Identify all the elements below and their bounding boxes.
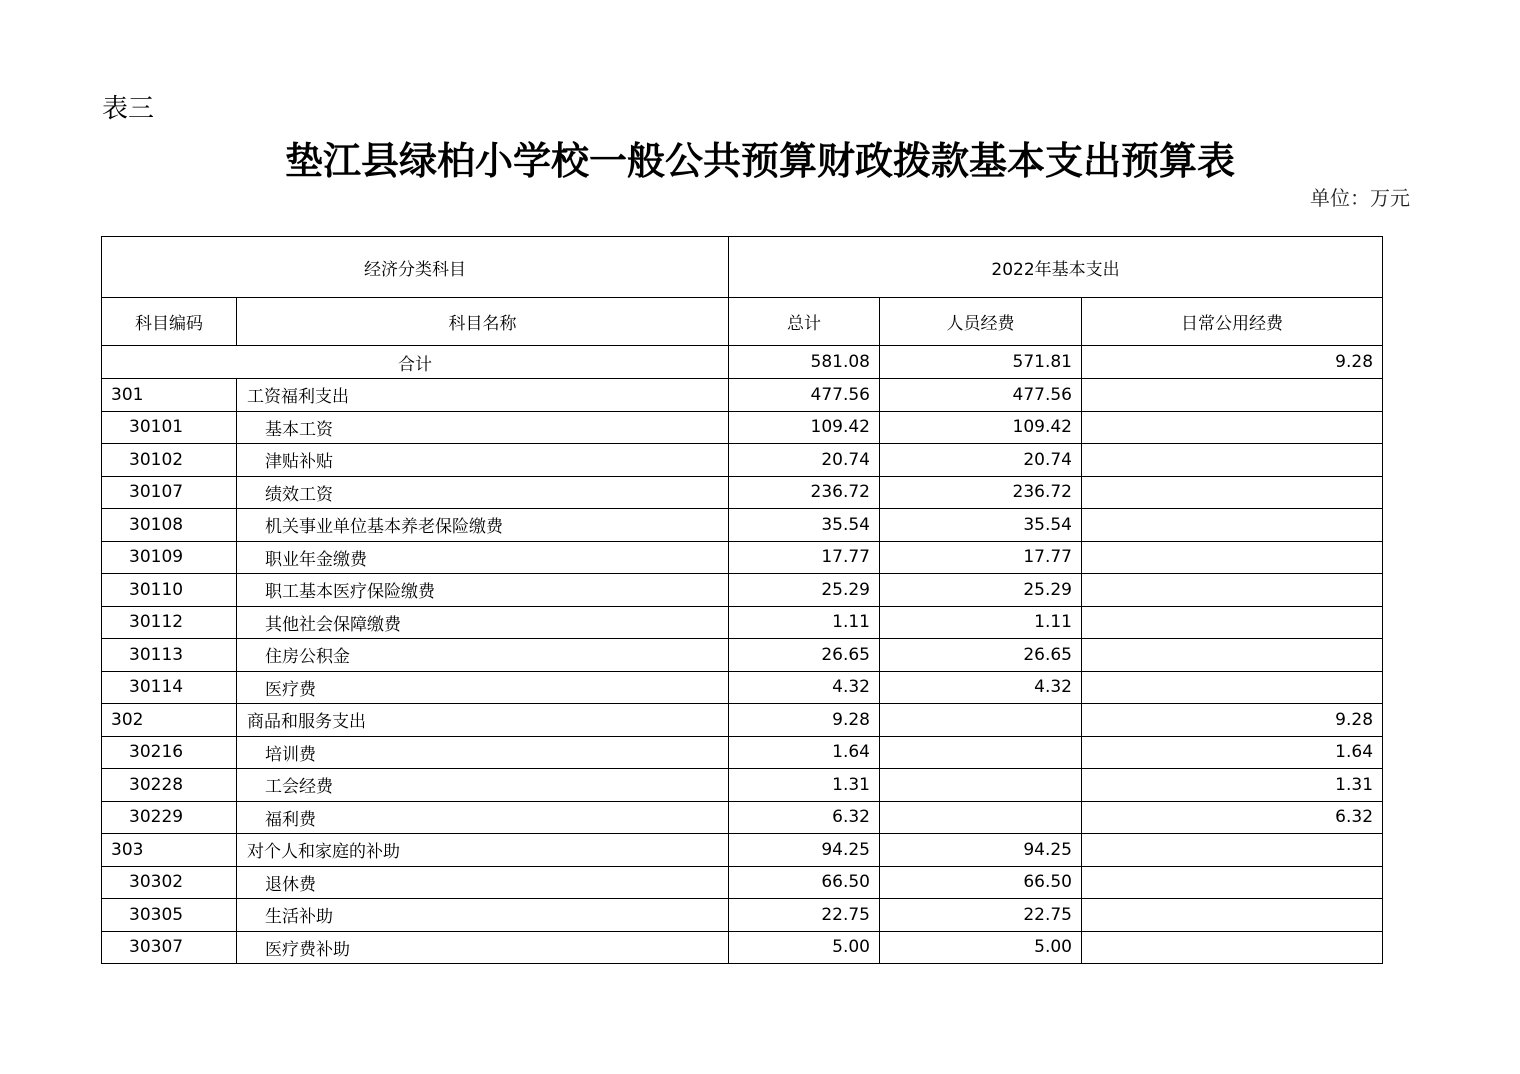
table-row bbox=[102, 866, 1383, 899]
cell-total: 26.65 bbox=[729, 639, 880, 672]
table-row bbox=[102, 801, 1383, 834]
cell-name: 住房公积金 bbox=[237, 639, 729, 672]
cell-public bbox=[1082, 411, 1383, 444]
cell-code: 30113 bbox=[102, 639, 237, 672]
cell-public bbox=[1082, 476, 1383, 509]
cell-total: 66.50 bbox=[729, 866, 880, 899]
cell-personnel: 26.65 bbox=[880, 639, 1082, 672]
table-row bbox=[102, 671, 1383, 704]
cell-name: 工会经费 bbox=[237, 769, 729, 802]
table-row bbox=[102, 541, 1383, 574]
cell-total: 94.25 bbox=[729, 834, 880, 867]
header-public: 日常公用经费 bbox=[1082, 298, 1383, 346]
table-label: 表三 bbox=[102, 94, 155, 124]
column-header-row bbox=[102, 298, 1383, 346]
cell-code: 30109 bbox=[102, 541, 237, 574]
cell-name: 培训费 bbox=[237, 736, 729, 769]
cell-total: 35.54 bbox=[729, 509, 880, 542]
table-row bbox=[102, 834, 1383, 867]
header-code: 科目编码 bbox=[102, 298, 237, 346]
cell-personnel: 94.25 bbox=[880, 834, 1082, 867]
cell-public bbox=[1082, 379, 1383, 412]
table-row bbox=[102, 704, 1383, 737]
cell-public: 1.64 bbox=[1082, 736, 1383, 769]
cell-public bbox=[1082, 834, 1383, 867]
cell-personnel: 25.29 bbox=[880, 574, 1082, 607]
cell-public bbox=[1082, 899, 1383, 932]
cell-total: 1.64 bbox=[729, 736, 880, 769]
unit-label: 单位：万元 bbox=[1310, 186, 1410, 210]
cell-total: 5.00 bbox=[729, 931, 880, 964]
cell-public: 6.32 bbox=[1082, 801, 1383, 834]
cell-name: 绩效工资 bbox=[237, 476, 729, 509]
cell-personnel: 1.11 bbox=[880, 606, 1082, 639]
cell-total: 1.11 bbox=[729, 606, 880, 639]
cell-name: 商品和服务支出 bbox=[237, 704, 729, 737]
cell-public bbox=[1082, 671, 1383, 704]
cell-code: 30229 bbox=[102, 801, 237, 834]
cell-public: 1.31 bbox=[1082, 769, 1383, 802]
cell-name: 医疗费补助 bbox=[237, 931, 729, 964]
total-cell-public: 9.28 bbox=[1082, 346, 1383, 379]
cell-personnel: 22.75 bbox=[880, 899, 1082, 932]
cell-personnel: 66.50 bbox=[880, 866, 1082, 899]
cell-personnel: 35.54 bbox=[880, 509, 1082, 542]
table-row bbox=[102, 379, 1383, 412]
cell-total: 9.28 bbox=[729, 704, 880, 737]
table-row bbox=[102, 574, 1383, 607]
cell-public bbox=[1082, 866, 1383, 899]
cell-code: 30102 bbox=[102, 444, 237, 477]
budget-table bbox=[101, 236, 1383, 964]
cell-total: 109.42 bbox=[729, 411, 880, 444]
cell-code: 30114 bbox=[102, 671, 237, 704]
cell-public: 9.28 bbox=[1082, 704, 1383, 737]
cell-code: 302 bbox=[102, 704, 237, 737]
cell-code: 30302 bbox=[102, 866, 237, 899]
cell-name: 其他社会保障缴费 bbox=[237, 606, 729, 639]
cell-total: 477.56 bbox=[729, 379, 880, 412]
cell-name: 基本工资 bbox=[237, 411, 729, 444]
cell-total: 22.75 bbox=[729, 899, 880, 932]
table-row bbox=[102, 411, 1383, 444]
cell-public bbox=[1082, 541, 1383, 574]
table-row bbox=[102, 899, 1383, 932]
total-cell-total: 581.08 bbox=[729, 346, 880, 379]
cell-personnel: 236.72 bbox=[880, 476, 1082, 509]
table-row bbox=[102, 931, 1383, 964]
cell-code: 30216 bbox=[102, 736, 237, 769]
cell-personnel: 20.74 bbox=[880, 444, 1082, 477]
total-row bbox=[102, 346, 1383, 379]
cell-personnel bbox=[880, 704, 1082, 737]
table-row bbox=[102, 639, 1383, 672]
cell-code: 30101 bbox=[102, 411, 237, 444]
header-total: 总计 bbox=[729, 298, 880, 346]
total-label: 合计 bbox=[102, 346, 729, 379]
cell-code: 30112 bbox=[102, 606, 237, 639]
cell-code: 30110 bbox=[102, 574, 237, 607]
cell-public bbox=[1082, 444, 1383, 477]
cell-name: 职业年金缴费 bbox=[237, 541, 729, 574]
cell-total: 20.74 bbox=[729, 444, 880, 477]
header-name: 科目名称 bbox=[237, 298, 729, 346]
total-cell-personnel: 571.81 bbox=[880, 346, 1082, 379]
header-personnel: 人员经费 bbox=[880, 298, 1082, 346]
cell-personnel: 5.00 bbox=[880, 931, 1082, 964]
cell-total: 6.32 bbox=[729, 801, 880, 834]
cell-total: 4.32 bbox=[729, 671, 880, 704]
cell-name: 机关事业单位基本养老保险缴费 bbox=[237, 509, 729, 542]
header-basic-expenditure: 2022年基本支出 bbox=[729, 237, 1383, 298]
cell-name: 退休费 bbox=[237, 866, 729, 899]
cell-code: 30107 bbox=[102, 476, 237, 509]
table-row bbox=[102, 769, 1383, 802]
cell-personnel bbox=[880, 769, 1082, 802]
cell-name: 工资福利支出 bbox=[237, 379, 729, 412]
cell-personnel: 4.32 bbox=[880, 671, 1082, 704]
cell-total: 17.77 bbox=[729, 541, 880, 574]
cell-code: 30305 bbox=[102, 899, 237, 932]
cell-code: 303 bbox=[102, 834, 237, 867]
cell-public bbox=[1082, 639, 1383, 672]
table-row bbox=[102, 509, 1383, 542]
cell-code: 301 bbox=[102, 379, 237, 412]
cell-name: 福利费 bbox=[237, 801, 729, 834]
cell-personnel: 477.56 bbox=[880, 379, 1082, 412]
cell-public bbox=[1082, 509, 1383, 542]
cell-name: 医疗费 bbox=[237, 671, 729, 704]
cell-code: 30228 bbox=[102, 769, 237, 802]
header-economic-category: 经济分类科目 bbox=[102, 237, 729, 298]
cell-personnel bbox=[880, 736, 1082, 769]
group-header-row bbox=[102, 237, 1383, 298]
cell-total: 25.29 bbox=[729, 574, 880, 607]
cell-name: 生活补助 bbox=[237, 899, 729, 932]
table-row bbox=[102, 444, 1383, 477]
table-row bbox=[102, 736, 1383, 769]
cell-name: 职工基本医疗保险缴费 bbox=[237, 574, 729, 607]
cell-code: 30108 bbox=[102, 509, 237, 542]
cell-public bbox=[1082, 931, 1383, 964]
table-body bbox=[102, 346, 1383, 964]
cell-code: 30307 bbox=[102, 931, 237, 964]
cell-name: 津贴补贴 bbox=[237, 444, 729, 477]
cell-personnel bbox=[880, 801, 1082, 834]
cell-personnel: 109.42 bbox=[880, 411, 1082, 444]
cell-personnel: 17.77 bbox=[880, 541, 1082, 574]
table-row bbox=[102, 606, 1383, 639]
cell-public bbox=[1082, 606, 1383, 639]
table-row bbox=[102, 476, 1383, 509]
cell-total: 1.31 bbox=[729, 769, 880, 802]
document-title: 垫江县绿柏小学校一般公共预算财政拨款基本支出预算表 bbox=[284, 138, 1235, 183]
cell-name: 对个人和家庭的补助 bbox=[237, 834, 729, 867]
cell-total: 236.72 bbox=[729, 476, 880, 509]
cell-public bbox=[1082, 574, 1383, 607]
